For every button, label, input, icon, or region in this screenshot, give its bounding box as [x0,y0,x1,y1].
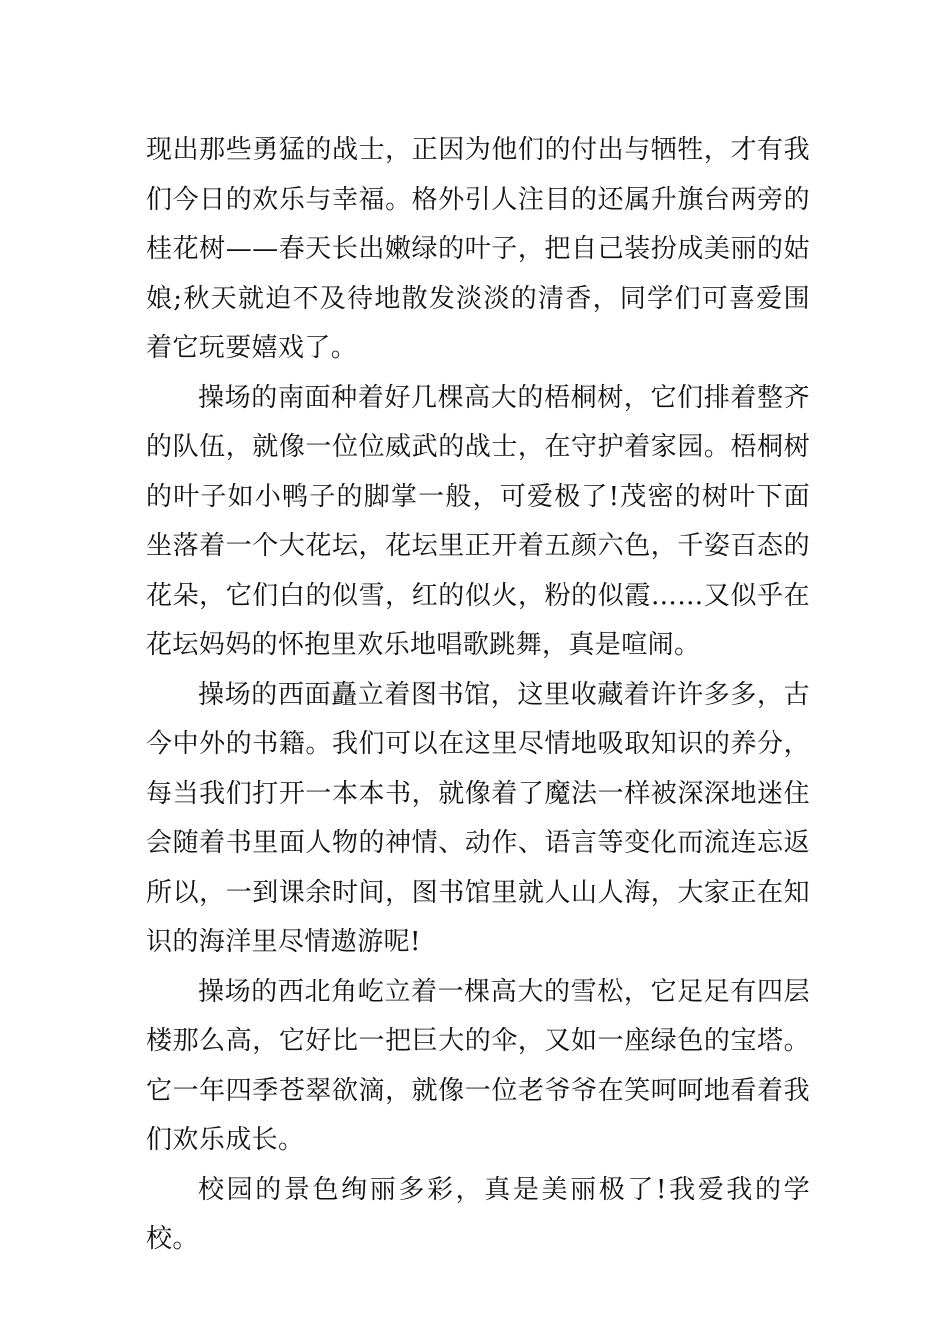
paragraph-2: 操场的南面种着好几棵高大的梧桐树，它们排着整齐的队伍，就像一位位威武的战士，在守护着家园。梧桐树的叶子如小鸭子的脚掌一般，可爱极了!茂密的树叶下面坐落着一个大花坛，花坛里正开着五颜六色，千姿百态的花朵，它们白的似雪，红的似火，粉的似霞……又似乎在花坛妈妈的怀抱里欢乐地唱歌跳舞，真是喧闹。 [146,382,810,660]
paragraph-4: 操场的西北角屹立着一棵高大的雪松，它足足有四层楼那么高，它好比一把巨大的伞，又如一座绿色的宝塔。它一年四季苍翠欲滴，就像一位老爷爷在笑呵呵地看着我们欢乐成长。 [146,976,810,1155]
paragraph-1: 现出那些勇猛的战士，正因为他们的付出与牺牲，才有我们今日的欢乐与幸福。格外引人注目的还属升旗台两旁的桂花树——春天长出嫩绿的叶子，把自己装扮成美丽的姑娘;秋天就迫不及待地散发淡淡的清香，同学们可喜爱围着它玩要嬉戏了。 [146,135,810,363]
paragraph-5: 校园的景色绚丽多彩，真是美丽极了!我爱我的学校。 [146,1174,810,1254]
essay-body [146,126,810,1265]
paragraph-3: 操场的西面矗立着图书馆，这里收藏着许许多多，古今中外的书籍。我们可以在这里尽情地吸取知识的养分，每当我们打开一本本书，就像着了魔法一样被深深地迷住会随着书里面人物的神情、动作、语言等变化而流连忘返所以，一到课余时间，图书馆里就人山人海，大家正在知识的海洋里尽情遨游呢! [146,679,810,957]
